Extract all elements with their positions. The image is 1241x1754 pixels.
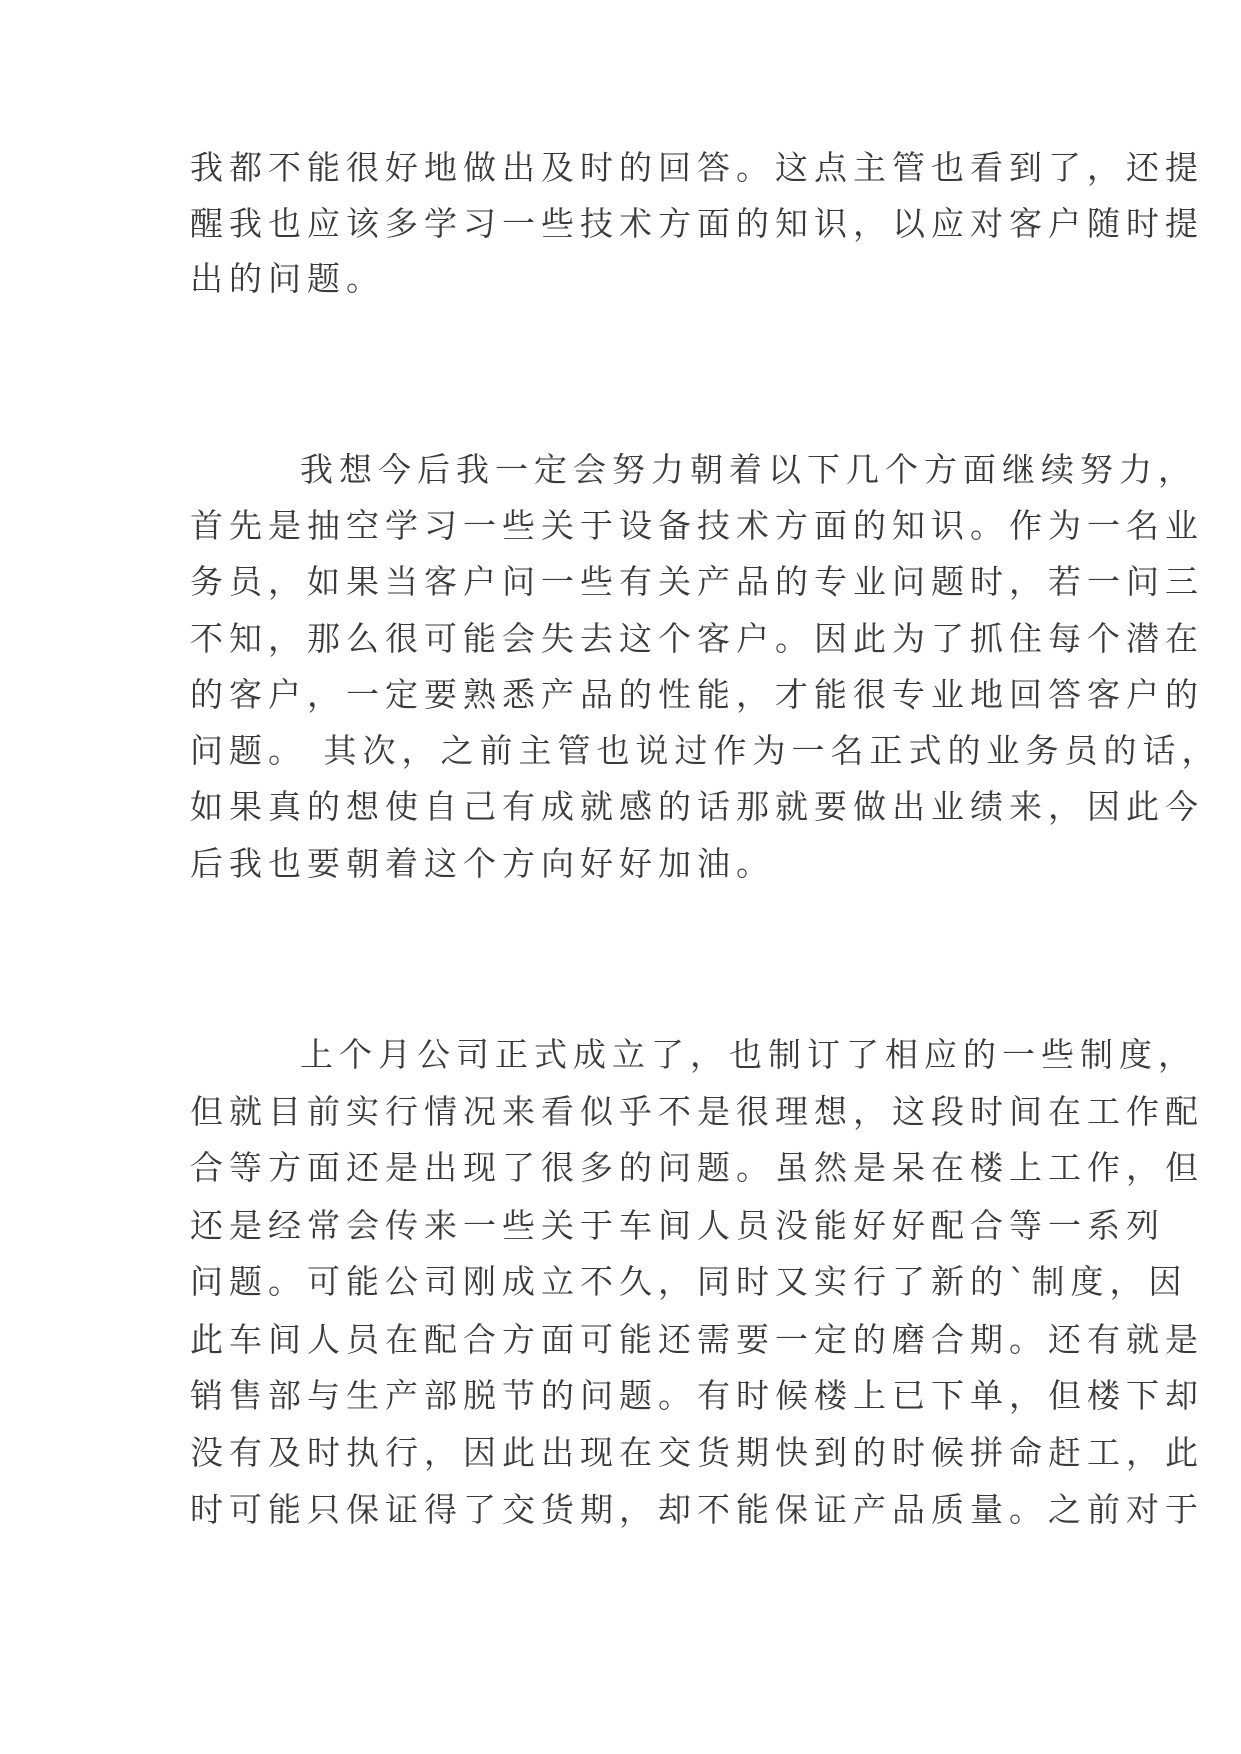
paragraph-2-line-4: 不知，那么很可能会失去这个客户。因此为了抓住每个潜在 [190,619,1204,658]
paragraph-2-line-5: 的客户，一定要熟悉产品的性能，才能很专业地回答客户的 [190,675,1204,714]
paragraph-2-line-3: 务员，如果当客户问一些有关产品的专业问题时，若一问三 [190,562,1204,601]
paragraph-2-line-7: 如果真的想使自己有成就感的话那就要做出业绩来，因此今 [190,787,1204,826]
paragraph-2-line-1: 我想今后我一定会努力朝着以下几个方面继续努力， [300,450,1197,489]
paragraph-3-line-1: 上个月公司正式成立了，也制订了相应的一些制度， [300,1035,1197,1074]
paragraph-3-line-9: 时可能只保证得了交货期，却不能保证产品质量。之前对于 [190,1490,1204,1529]
paragraph-3-line-4: 还是经常会传来一些关于车间人员没能好好配合等一系列 [190,1206,1165,1245]
paragraph-1-line-1: 我都不能很好地做出及时的回答。这点主管也看到了，还提 [190,148,1204,187]
paragraph-2-line-8: 后我也要朝着这个方向好好加油。 [190,844,775,883]
paragraph-2-line-6: 问题。 其次，之前主管也说过作为一名正式的业务员的话， [190,731,1221,770]
paragraph-3-line-3: 合等方面还是出现了很多的问题。虽然是呆在楼上工作，但 [190,1148,1204,1187]
paragraph-3-line-7: 销售部与生产部脱节的问题。有时候楼上已下单，但楼下却 [190,1376,1204,1415]
paragraph-2-line-2: 首先是抽空学习一些关于设备技术方面的知识。作为一名业 [190,506,1204,545]
paragraph-3-line-6: 此车间人员在配合方面可能还需要一定的磨合期。还有就是 [190,1320,1204,1359]
paragraph-3-line-8: 没有及时执行，因此出现在交货期快到的时候拼命赶工，此 [190,1433,1204,1472]
paragraph-3-line-5: 问题。可能公司刚成立不久，同时又实行了新的`制度，因 [190,1262,1188,1301]
paragraph-1-line-2: 醒我也应该多学习一些技术方面的知识，以应对客户随时提 [190,204,1204,243]
paragraph-1-line-3: 出的问题。 [190,259,385,298]
paragraph-3-line-2: 但就目前实行情况来看似乎不是很理想，这段时间在工作配 [190,1092,1204,1131]
